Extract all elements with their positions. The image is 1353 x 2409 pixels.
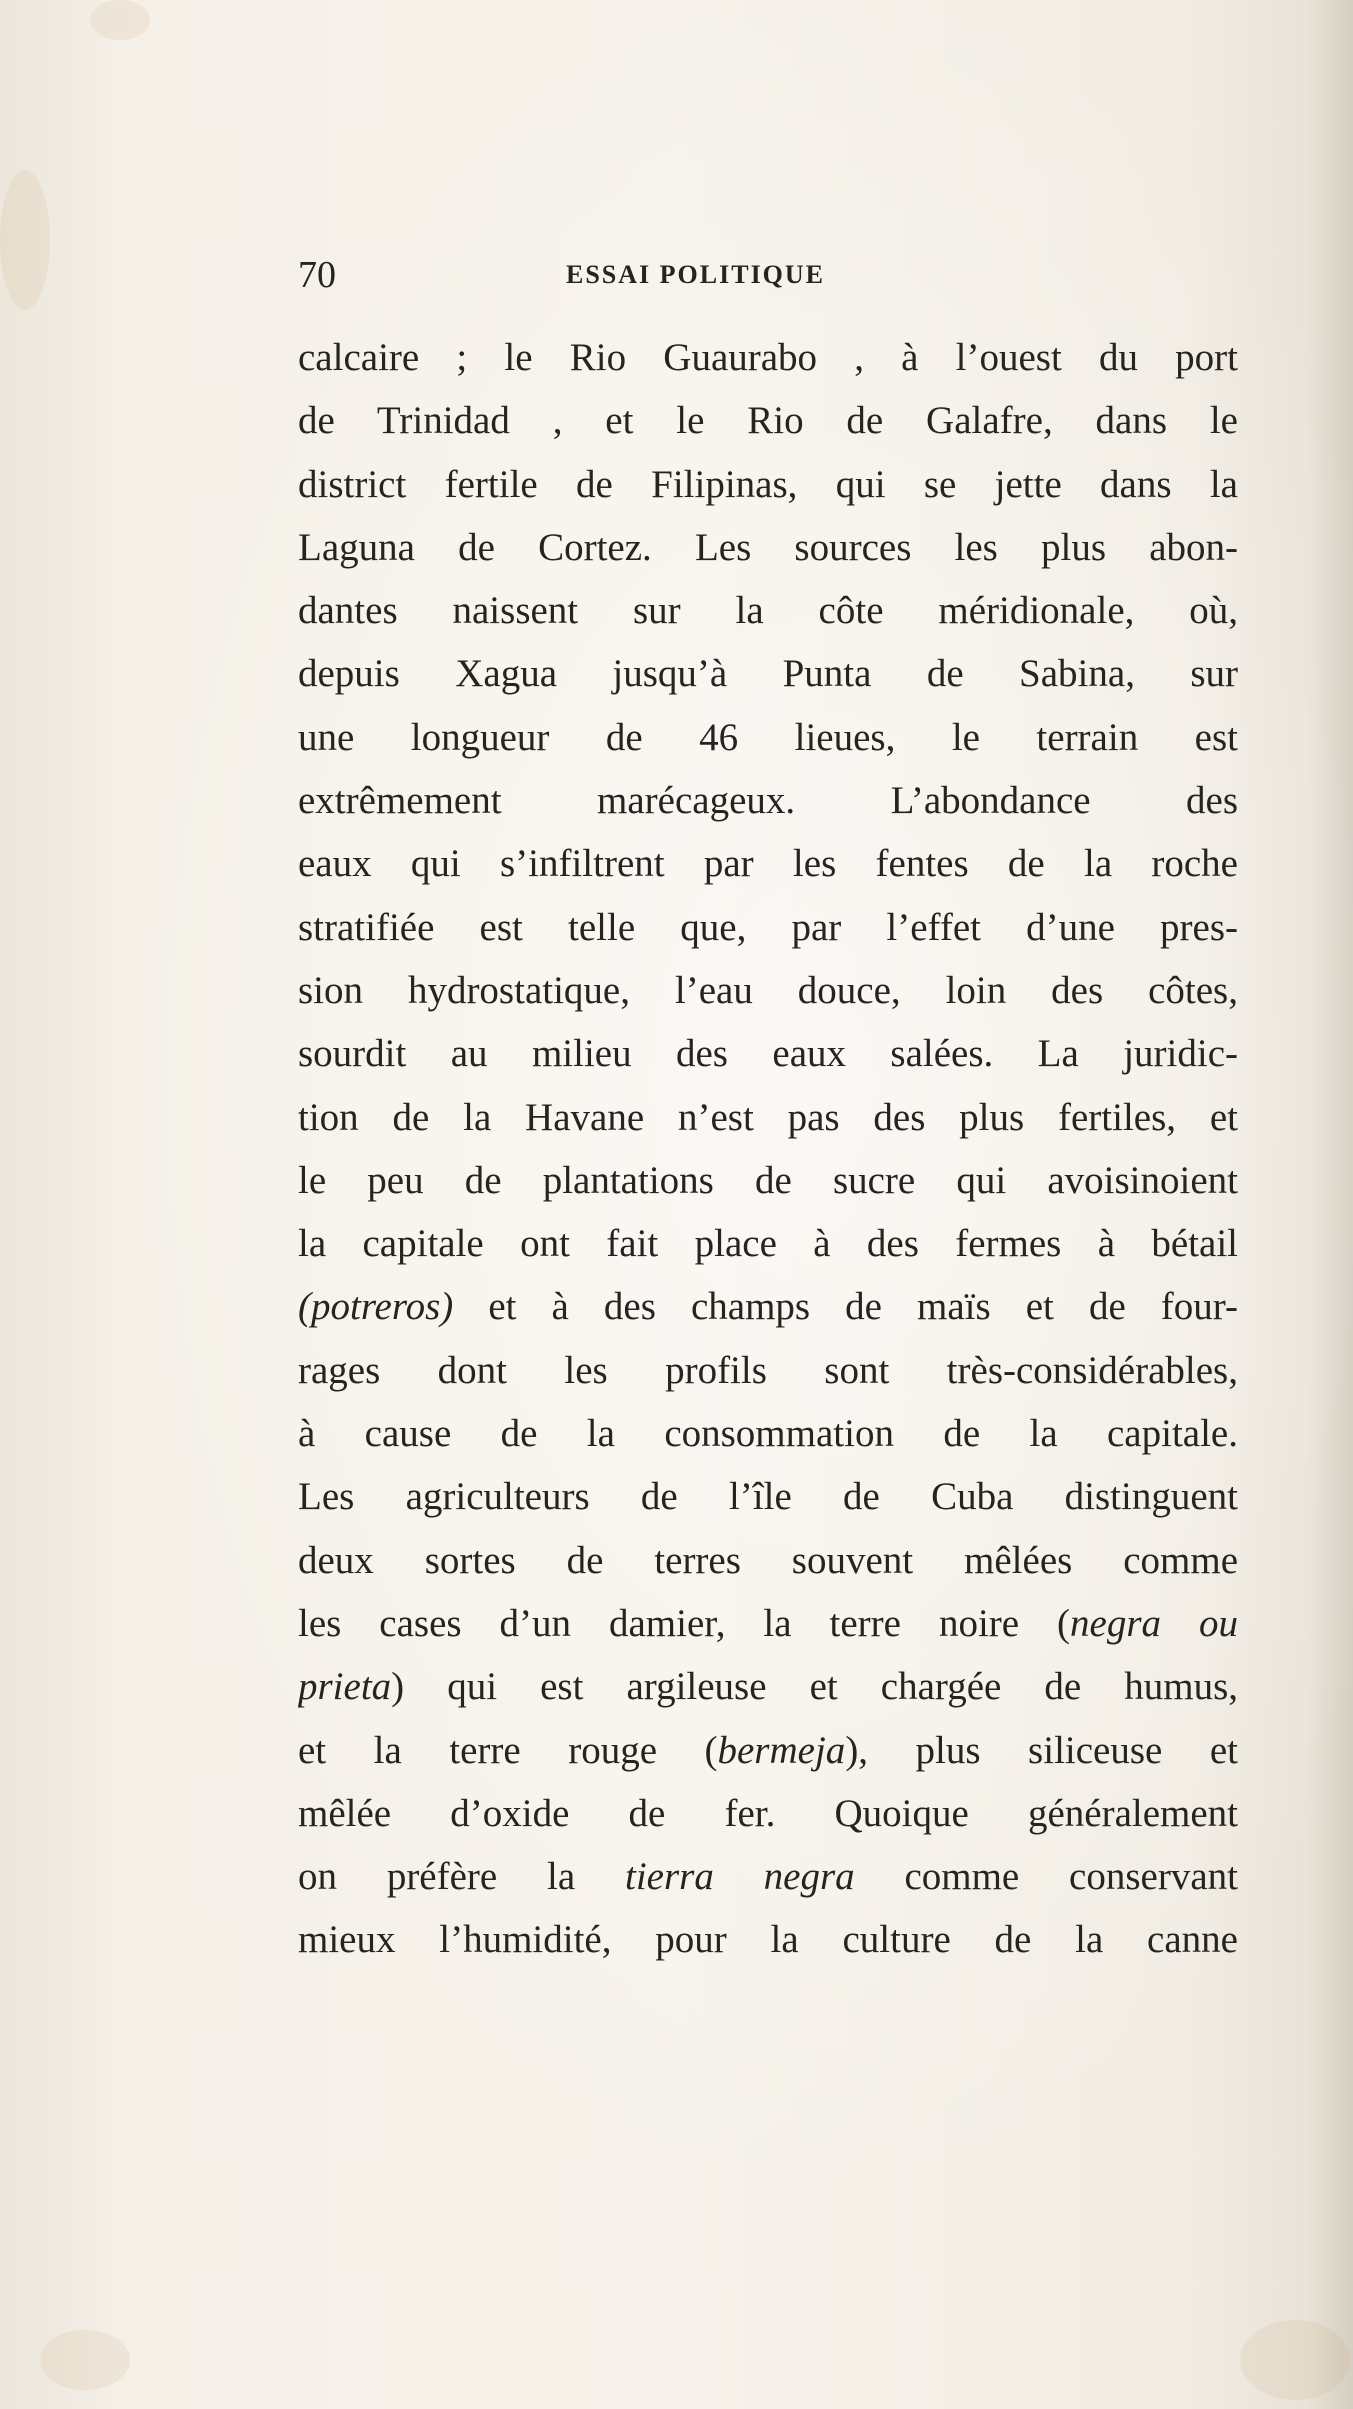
text-line: extrêmement marécageux. L’abondance des — [298, 779, 1238, 823]
text-line: calcaire ; le Rio Guaurabo , à l’ouest du port — [298, 336, 1238, 379]
page-number: 70 — [298, 254, 336, 296]
text-line: Laguna de Cortez. Les sources les plus abon- — [298, 525, 1238, 569]
text-line: la capitale ont fait place à des fermes à bétail — [298, 1222, 1238, 1266]
text-line — [298, 1845, 1238, 1908]
italic-term: negra ou — [1070, 1601, 1238, 1645]
text-line — [298, 1275, 1238, 1338]
text-line: une longueur de 46 lieues, le terrain est — [298, 715, 1238, 759]
text-line: mêlée d’oxide de fer. Quoique généralement — [298, 1791, 1238, 1835]
text-line: depuis Xagua jusqu’à Punta de Sabina, sur — [298, 652, 1238, 696]
page-stain — [90, 0, 150, 40]
text-run: et la terre rouge ( — [298, 1728, 718, 1772]
text-line: à cause de la consommation de la capitale. — [298, 1412, 1238, 1456]
text-line: tion de la Havane n’est pas des plus fertiles, et — [298, 1095, 1238, 1139]
italic-term: bermeja — [717, 1728, 846, 1772]
text-line — [298, 1592, 1238, 1655]
body-text — [298, 326, 1238, 1972]
text-line: sourdit au milieu des eaux salées. La juridic- — [298, 1032, 1238, 1076]
text-line: rages dont les profils sont très-considérables, — [298, 1348, 1238, 1392]
page-stain — [40, 2330, 130, 2390]
text-line: eaux qui s’infiltrent par les fentes de la roche — [298, 842, 1238, 886]
text-line: dantes naissent sur la côte méridionale, où, — [298, 589, 1238, 633]
text-line: stratifiée est telle que, par l’effet d’une pres- — [298, 905, 1238, 949]
text-line: Les agriculteurs de l’île de Cuba distinguent — [298, 1475, 1238, 1519]
text-run: les cases d’un damier, la terre noire ( — [298, 1601, 1071, 1645]
text-run: et à des champs de maïs et de four- — [453, 1285, 1238, 1329]
text-run: ) qui est argileuse et chargée de humus, — [391, 1665, 1238, 1709]
text-line — [298, 1719, 1238, 1782]
text-line: de Trinidad , et le Rio de Galafre, dans le — [298, 399, 1238, 443]
running-head: ESSAI POLITIQUE — [566, 260, 826, 289]
italic-term: prieta — [298, 1665, 392, 1709]
text-line — [298, 1655, 1238, 1718]
text-line: mieux l’humidité, pour la culture de la canne — [298, 1918, 1238, 1962]
page-stain — [1240, 2320, 1350, 2400]
text-line: sion hydrostatique, l’eau douce, loin des côtes, — [298, 968, 1238, 1012]
page-header — [298, 250, 1238, 300]
text-run: ), plus siliceuse et — [845, 1728, 1238, 1772]
text-run: on préfère la — [298, 1855, 625, 1899]
italic-term: tierra negra — [624, 1855, 855, 1899]
gutter-shadow — [1308, 0, 1353, 2409]
text-line: le peu de plantations de sucre qui avoisinoient — [298, 1158, 1238, 1202]
text-run: comme conservant — [854, 1855, 1238, 1899]
text-line: deux sortes de terres souvent mêlées comme — [298, 1538, 1238, 1582]
page-stain — [0, 170, 50, 310]
italic-term: (potreros) — [298, 1285, 454, 1329]
text-line: district fertile de Filipinas, qui se jette dans la — [298, 462, 1238, 506]
